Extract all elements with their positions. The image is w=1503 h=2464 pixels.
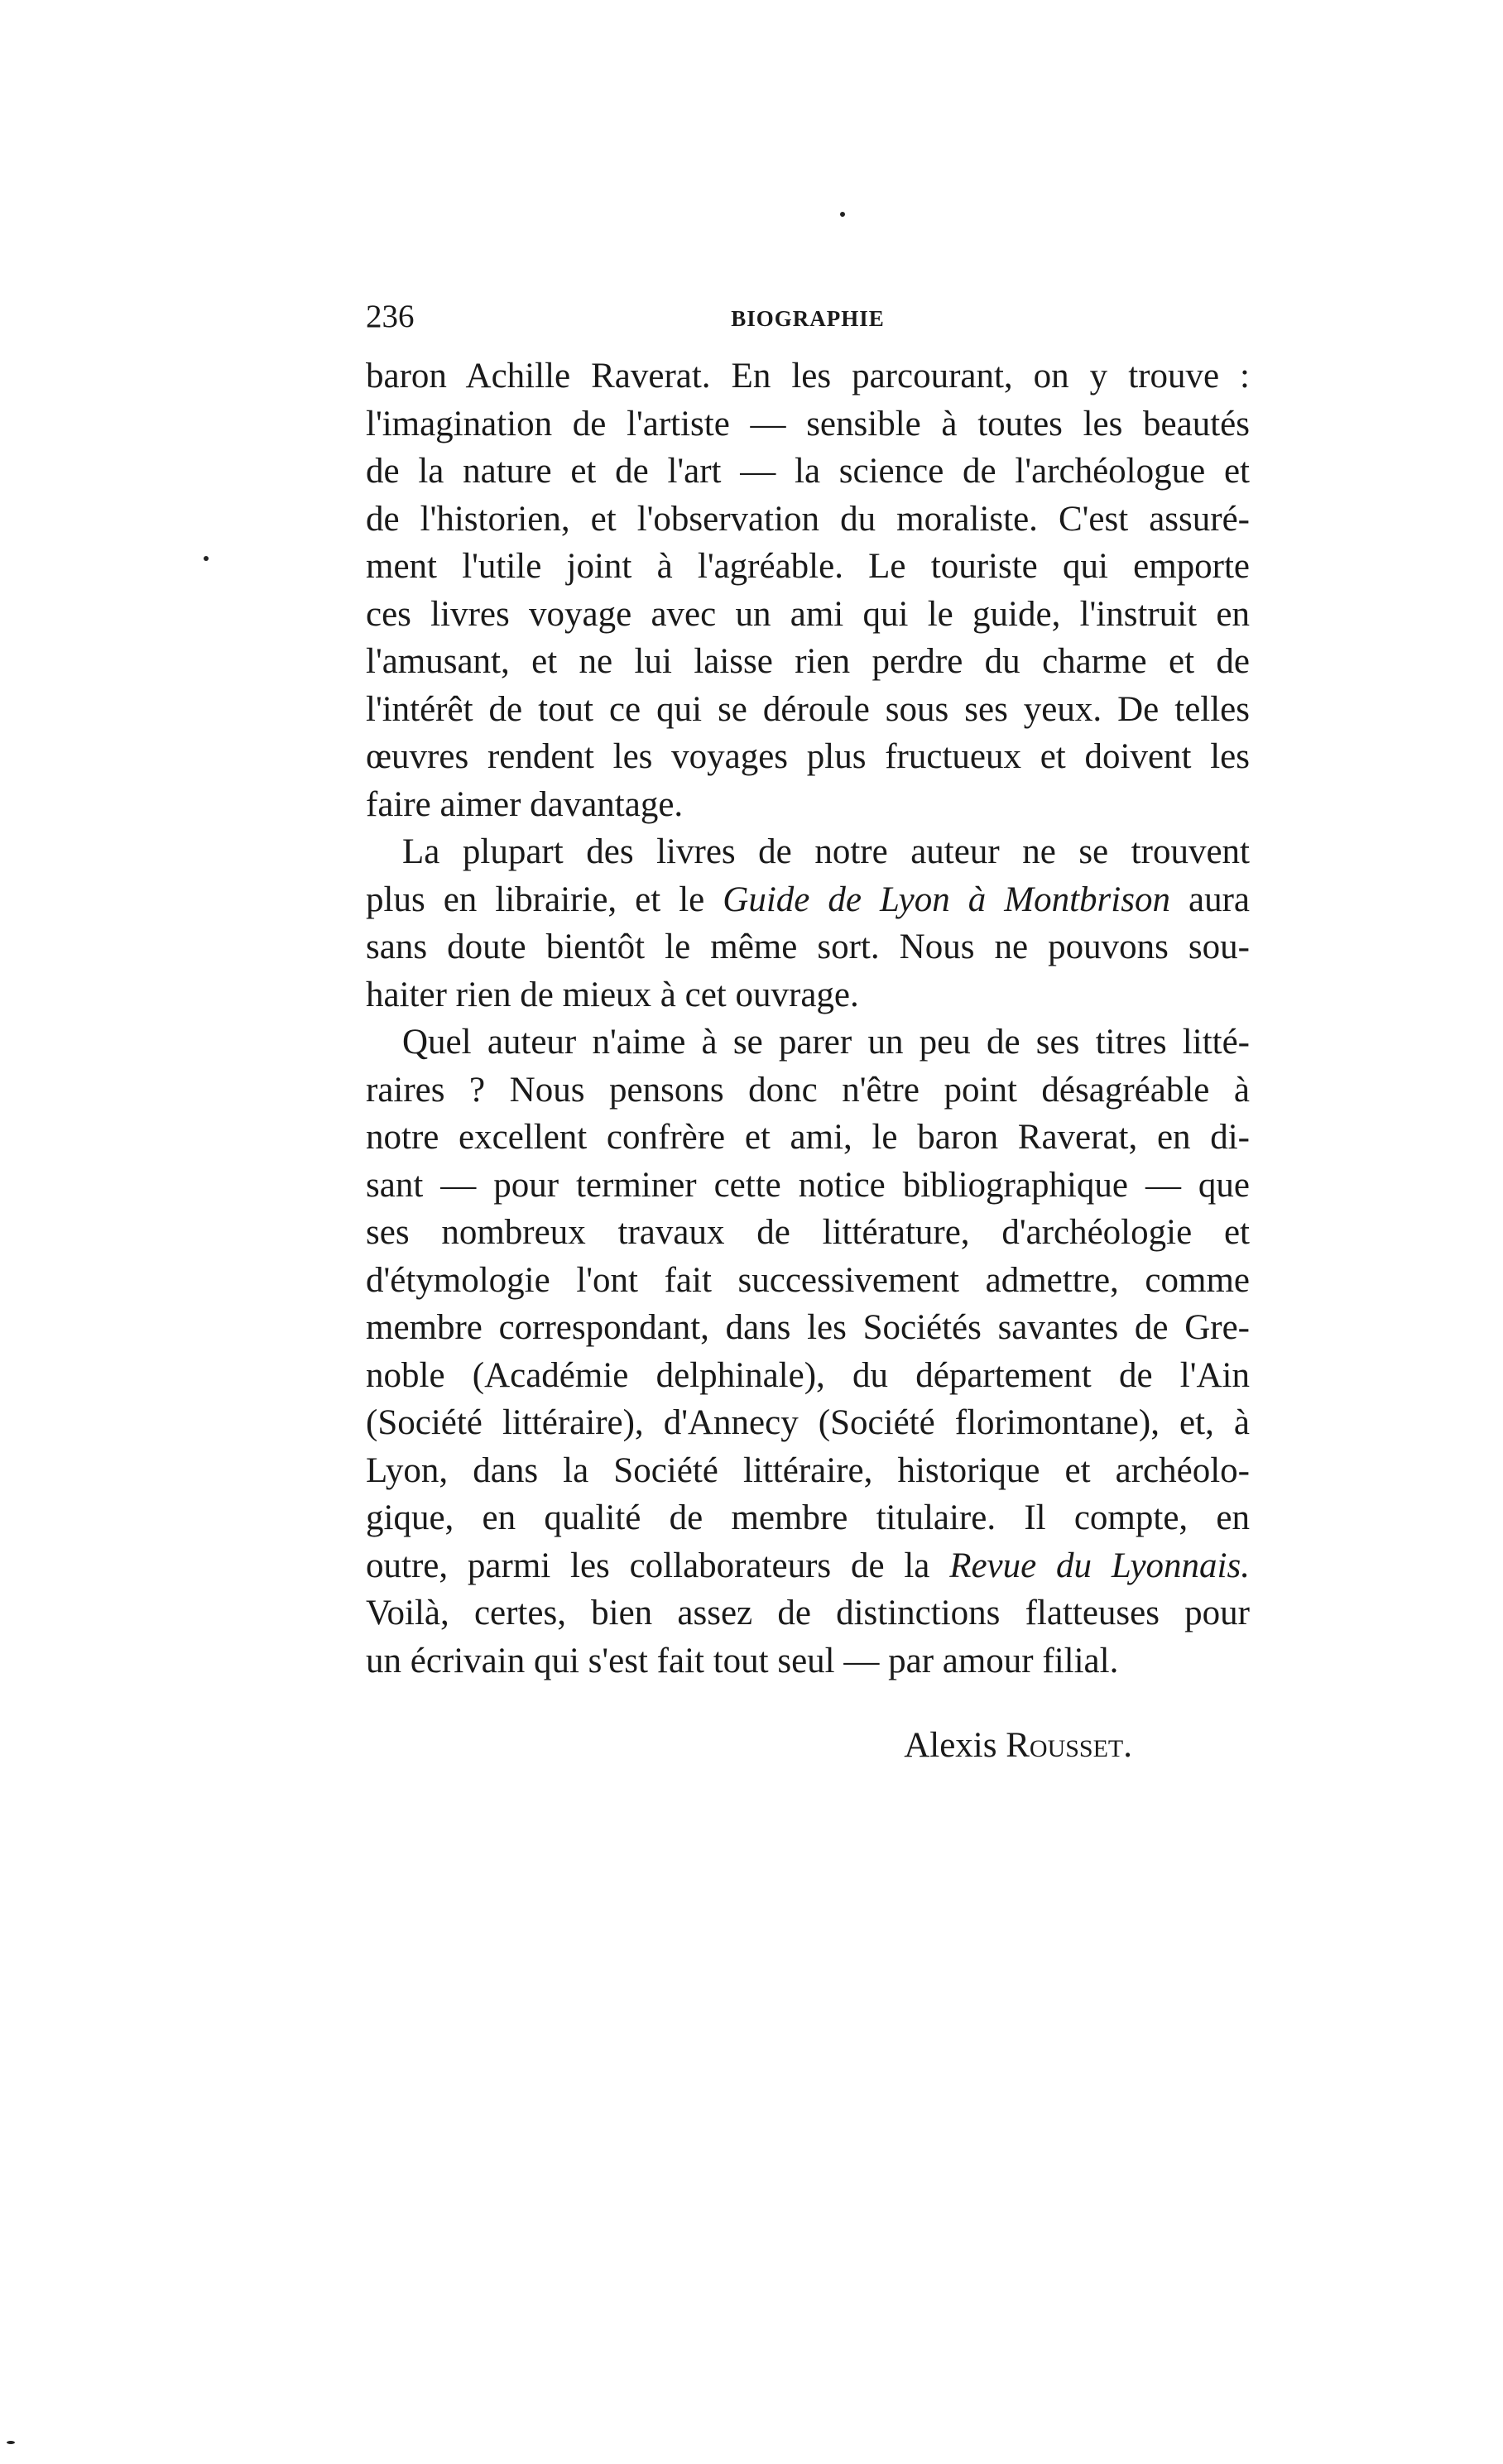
text-line: haiter rien de mieux à cet ouvrage. [366, 975, 859, 1014]
paper-speck [7, 2441, 15, 2444]
text-line: La plupart des livres de notre auteur ne se trouvent [402, 832, 1250, 871]
text-line: de la nature et de l'art — la science de l'archéologue et [366, 452, 1250, 491]
text-line: Lyon, dans la Société littéraire, historique et archéolo- [366, 1450, 1250, 1490]
page-number: 236 [366, 299, 415, 334]
text-line: ment l'utile joint à l'agréable. Le touriste qui emporte [366, 547, 1250, 586]
text-fragment: plus en librairie, et le [366, 880, 723, 919]
paragraph-2 [366, 828, 1250, 1019]
paragraph-3 [366, 1019, 1250, 1685]
journal-title: Revue du Lyonnais. [949, 1546, 1250, 1585]
signature-first-name: Alexis [904, 1726, 997, 1765]
author-signature [904, 1725, 1132, 1766]
text-line: Voilà, certes, bien assez de distinctions flatteuses pour [366, 1594, 1250, 1632]
text-line: Quel auteur n'aime à se parer un peu de ses titres litté- [402, 1023, 1250, 1062]
paper-speck [840, 212, 845, 217]
running-head: BIOGRAPHIE [731, 306, 885, 331]
text-line: ses nombreux travaux de littérature, d'archéologie et [366, 1213, 1250, 1252]
text-line: l'imagination de l'artiste — sensible à toutes les beautés [366, 404, 1250, 443]
text-line: notre excellent confrère et ami, le baron Raverat, en di- [366, 1118, 1250, 1157]
text-fragment: outre, parmi les collaborateurs de la [366, 1546, 950, 1585]
text-line: sant — pour terminer cette notice bibliographique — que [366, 1165, 1250, 1205]
text-line-with-title [366, 876, 1250, 924]
body-text [366, 352, 1250, 1685]
text-line: œuvres rendent les voyages plus fructueux et doivent les [366, 737, 1250, 776]
text-fragment: aura [1169, 880, 1250, 919]
book-title: Guide de Lyon à Montbrison [723, 880, 1170, 919]
text-line: l'intérêt de tout ce qui se déroule sous ses yeux. De telles [366, 689, 1250, 729]
text-line: l'amusant, et ne lui laisse rien perdre du charme et de [366, 642, 1250, 681]
paper-speck [204, 556, 209, 561]
paragraph-1 [366, 352, 1250, 828]
text-line: faire aimer davantage. [366, 784, 684, 824]
text-line-with-title [366, 1542, 1250, 1590]
text-line: sans doute bientôt le même sort. Nous ne pouvons sou- [366, 928, 1250, 966]
text-line: d'étymologie l'ont fait successivement admettre, comme [366, 1260, 1250, 1300]
text-line: (Société littéraire), d'Annecy (Société florimontane), et, à [366, 1403, 1250, 1442]
text-line: un écrivain qui s'est fait tout seul — par amour filial. [366, 1641, 1119, 1680]
text-line: baron Achille Raverat. En les parcourant, on y trouve : [366, 357, 1250, 395]
text-line: de l'historien, et l'observation du moraliste. C'est assuré- [366, 499, 1250, 539]
page-header [366, 298, 1250, 348]
text-line: gique, en qualité de membre titulaire. Il compte, en [366, 1498, 1250, 1537]
text-line: ces livres voyage avec un ami qui le guide, l'instruit en [366, 594, 1250, 634]
text-line: noble (Académie delphinale), du département de l'Ain [366, 1355, 1250, 1395]
signature-last-name: Rousset. [1006, 1726, 1132, 1765]
text-line: raires ? Nous pensons donc n'être point désagréable à [366, 1070, 1250, 1110]
text-line: membre correspondant, dans les Sociétés savantes de Gre- [366, 1308, 1250, 1347]
